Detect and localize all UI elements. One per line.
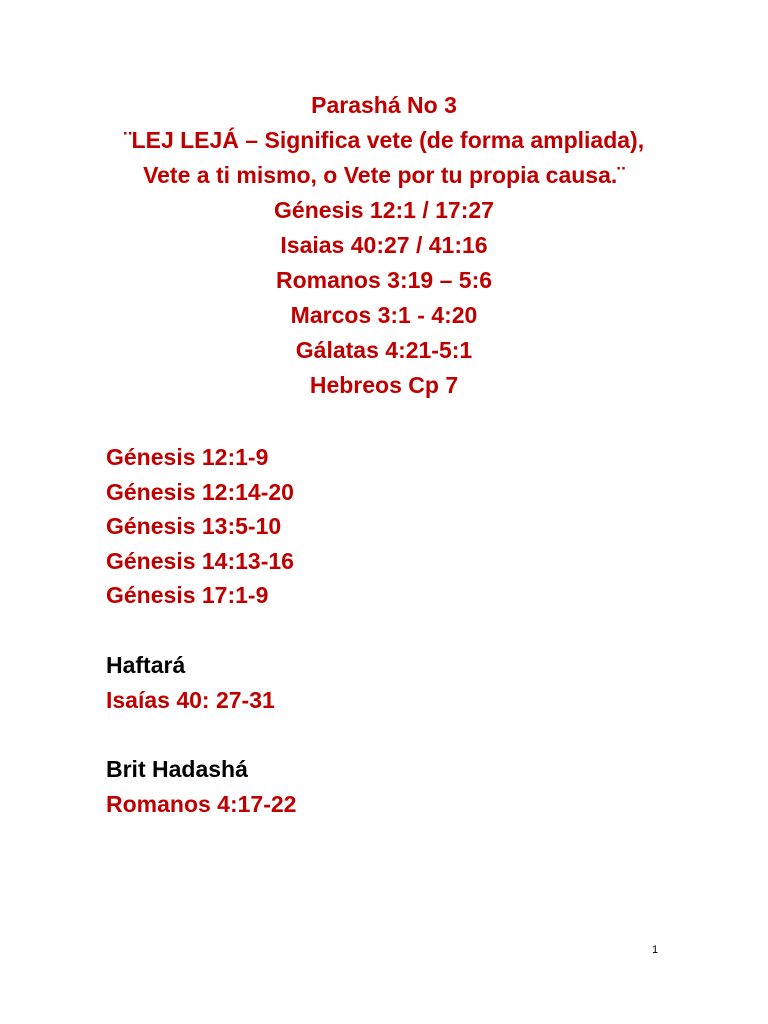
- list-item: Génesis 13:5-10: [106, 513, 282, 539]
- reference-marcos-range: Marcos 3:1 - 4:20: [290, 302, 478, 328]
- haftara-heading: Haftará: [106, 652, 186, 678]
- parasha-meaning-line: ¨LEJ LEJÁ – Significa vete (de forma ampliada),: [123, 127, 645, 153]
- reference-hebreos: Hebreos Cp 7: [309, 372, 459, 398]
- list-item: Génesis 14:13-16: [106, 547, 294, 574]
- haftara-section: [106, 648, 275, 717]
- page-number: 1: [652, 944, 659, 956]
- brit-hadasha-reading: Romanos 4:17-22: [106, 790, 297, 817]
- genesis-readings-list: [106, 440, 294, 613]
- reference-genesis-range: Génesis 12:1 / 17:27: [274, 197, 494, 223]
- list-item: Génesis 12:1-9: [106, 444, 269, 470]
- reference-isaias-range: Isaias 40:27 / 41:16: [280, 232, 488, 258]
- parasha-meaning-line-2: Vete a ti mismo, o Vete por tu propia causa.¨: [143, 162, 625, 188]
- header-block: [0, 88, 768, 403]
- list-item: Génesis 17:1-9: [106, 582, 269, 608]
- reference-galatas-range: Gálatas 4:21-5:1: [295, 337, 473, 363]
- reference-romanos-range: Romanos 3:19 – 5:6: [275, 267, 493, 293]
- haftara-reading: Isaías 40: 27-31: [106, 686, 275, 713]
- list-item: Génesis 12:14-20: [106, 478, 294, 505]
- brit-hadasha-section: [106, 752, 296, 821]
- parasha-title: Parashá No 3: [311, 92, 457, 118]
- brit-hadasha-heading: Brit Hadashá: [106, 756, 248, 782]
